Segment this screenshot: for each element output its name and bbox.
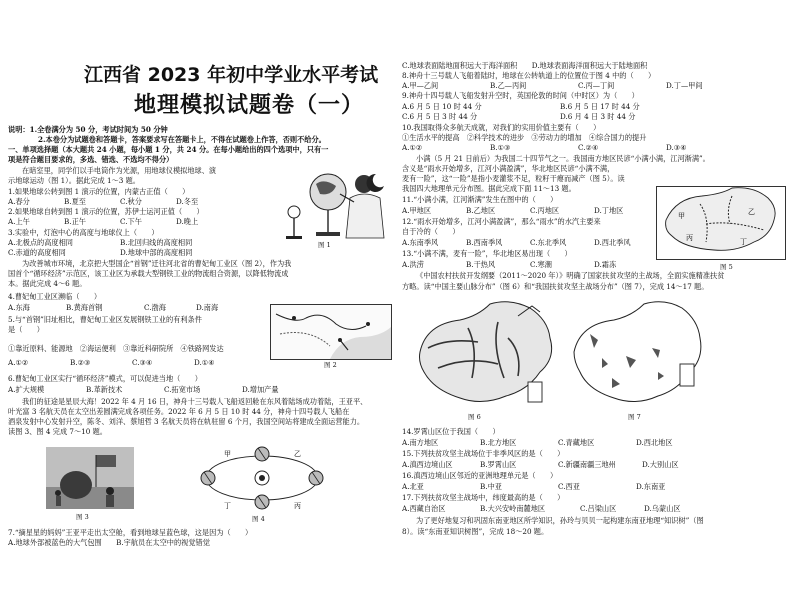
question-16-options: A.北亚 B.中亚 C.西亚 D.东南亚	[402, 482, 666, 491]
question-5-options: A.①② B.②③ C.③④ D.①④	[8, 358, 215, 367]
passage-1-cont: 示地球运动（图 1）。据此完成 1～3 题。	[8, 176, 140, 185]
question-7: 7.“摘星星的妈妈”王亚平走出太空舱，看到地球呈蓝色球，这是因为（ ）	[8, 528, 253, 537]
svg-text:丙: 丙	[686, 234, 693, 242]
question-3-option-c: C.赤道的高度相同	[8, 248, 66, 257]
exam-subtitle: 地理模拟试题卷（一）	[134, 93, 365, 118]
question-9: 9.神舟十四号载人飞船发射升空时，英国伦敦的时间（中时区）为（ ）	[402, 91, 639, 100]
figure-4-orbit	[198, 442, 326, 512]
svg-text:乙: 乙	[294, 450, 301, 458]
question-2: 2.如果地球自转到图 1 演示的位置，苏伊士运河正值（ ）	[8, 207, 204, 216]
passage-2-end: 本。据此完成 4～6 题。	[8, 279, 87, 288]
question-3-option-b: B.北回归线的高度相同	[120, 238, 193, 247]
question-7-options-ab: A.地球外部被蓝色的大气包围 B.宇航员在太空中的视觉错觉	[8, 538, 210, 547]
passage-3-end: 读图 3、图 4 完成 7～10 题。	[8, 427, 107, 436]
question-15: 15.下列扶贫攻坚主战场位于非季风区的是（ ）	[402, 449, 565, 458]
question-9-option-d: D.6 月 4 日 3 时 44 分	[560, 112, 636, 121]
passage-3-cont: 叶光富 3 名航天员在太空出差圆满完成各项任务。2022 年 6 月 5 日 10 时 44 分，神舟十四号载人飞船在	[8, 407, 350, 416]
svg-text:甲: 甲	[678, 212, 685, 220]
figure-7-map	[562, 298, 702, 410]
question-9-option-b: B.6 月 5 日 17 时 44 分	[560, 102, 640, 111]
figure-6-map	[408, 298, 558, 410]
question-16: 16.滇西边境山区邻近的亚洲地理单元是（ ）	[402, 471, 558, 480]
figure-2-map	[270, 304, 392, 360]
passage-5: 《中国农村扶贫开发纲要（2011～2020 年）》明确了国家扶贫攻坚的主战场，全面实施精准扶贫	[416, 271, 725, 280]
question-7-options-cd: C.地球表面陆地面积远大于海洋面积 D.地球表面海洋面积远大于陆地面积	[402, 61, 648, 70]
passage-3: 我们的征途是星辰大海！2022 年 4 月 16 日，神舟十三号载人飞船返回舱在东风着陆场成功着陆，王亚平、	[22, 397, 368, 406]
passage-3-cont2: 酒泉发射中心发射升空，陈冬、刘洋、蔡旭哲 3 名航天员将在轨驻留 6 个月，我国空间站将建成全面运营能力。	[8, 417, 365, 426]
exam-title: 江西省 2023 年初中学业水平考试	[84, 64, 379, 86]
svg-text:丁: 丁	[224, 502, 231, 510]
question-10-items: ①生活水平的提高 ②科学技术的进步 ③劳动力的增加 ④综合国力的提升	[402, 133, 647, 142]
question-8: 8.神舟十三号载人飞船着陆时，地球在公转轨道上的位置位于图 4 中的（ ）	[402, 71, 656, 80]
question-5-conditions: ①靠近原料、能源地 ②海运便利 ③靠近科研院所 ④铁路网发达	[8, 344, 224, 353]
question-15-options: A.滇西边境山区 B.罗霄山区 C.新疆南疆三地州 D.大别山区	[402, 460, 679, 469]
figure-5-caption: 图 5	[720, 263, 733, 271]
passage-4-end: 我国四大地理单元分布图。据此完成下面 11～13 题。	[402, 184, 576, 193]
passage-6-cont: 8）。读“东南亚知识树图”，完成 18～20 题。	[402, 527, 549, 536]
section-1-heading: 一、单项选择题（本大题共 24 小题，每小题 1 分，共 24 分。在每小题给出的四个选项中，只有一	[8, 145, 329, 154]
question-3: 3.实验中，灯泡中心的高度与地球仪上（ ）	[8, 228, 159, 237]
question-2-options: A.上午 B.正午 C.下午 D.晚上	[8, 217, 199, 226]
svg-text:丙: 丙	[294, 502, 301, 510]
question-1-options: A.春分 B.夏至 C.秋分 D.冬至	[8, 197, 199, 206]
question-1: 1.如果地球公转到图 1 演示的位置，内蒙古正值（ ）	[8, 187, 190, 196]
question-17-options: A.西藏自治区 B.大兴安岭南麓地区 C.吕梁山区 D.乌蒙山区	[402, 504, 681, 513]
question-12: 12.“雨水开始增多，江河小满盈满”，那么“雨水”的水汽主要来	[402, 217, 601, 226]
question-4: 4.曹妃甸工业区濒临（ ）	[8, 292, 102, 301]
question-9-option-a: A.6 月 5 日 10 时 44 分	[402, 102, 482, 111]
question-10-options: A.①② B.①③ C.②④ D.③④	[402, 143, 687, 152]
question-11: 11.“小满小满，江河渐满”发生在图中的（ ）	[402, 195, 558, 204]
question-9-option-c: C.6 月 5 日 3 时 44 分	[402, 112, 478, 121]
figure-3-caption: 图 3	[76, 513, 89, 521]
figure-2-caption: 图 2	[324, 361, 337, 369]
question-11-options: A.甲地区 B.乙地区 C.丙地区 D.丁地区	[402, 206, 624, 215]
question-5: 5.与“首钢”旧址相比，曹妃甸工业区发展钢铁工业的有利条件	[8, 315, 202, 324]
figure-4-caption: 图 4	[252, 515, 265, 523]
question-17: 17.下列扶贫攻坚主战场中，纬度最高的是（ ）	[402, 493, 565, 502]
passage-6: 为了更好地复习和巩固东南亚地区所学知识，孙玲与贝贝一起构建东南亚地理“知识树”（图	[416, 516, 704, 525]
question-14-options: A.南方地区 B.北方地区 C.青藏地区 D.西北地区	[402, 438, 673, 447]
note-1: 说明：1.全卷满分为 50 分，考试时间为 50 分钟	[8, 125, 168, 134]
passage-2-cont: 国首个“循环经济”示范区，该工业区为承载大型钢铁工业的物流组合资源，以降低物流成	[8, 269, 289, 278]
svg-text:乙: 乙	[748, 208, 755, 216]
question-13-options: A.洪涝 B.干热风 C.寒潮 D.霜冻	[402, 260, 617, 269]
question-4-options: A.东海 B.黄海首钢 C.渤海 D.南海	[8, 303, 219, 312]
figure-5-map	[656, 186, 786, 260]
figure-3-photo	[46, 447, 134, 509]
svg-text:甲: 甲	[224, 450, 231, 458]
question-12-options: A.东南季风 B.西南季风 C.东北季风 D.西北季风	[402, 238, 631, 247]
svg-text:丁: 丁	[740, 238, 747, 246]
question-12-cont: 自于冷的（ ）	[402, 227, 460, 236]
figure-7-caption: 图 7	[628, 413, 641, 421]
figure-6-caption: 图 6	[468, 413, 481, 421]
question-3-option-d: D.地球中部的高度相同	[120, 248, 193, 257]
question-13: 13.“小满不满，麦有一险”，华北地区易出现（ ）	[402, 249, 572, 258]
note-2: 2.本卷分为试题卷和答题卡，答案要求写在答题卡上，不得在试题卷上作答，否则不给分。	[38, 135, 326, 144]
passage-4: 小满（5 月 21 日前后）为我国二十四节气之一。我国南方地区民谚“小满小满，江河渐满”。	[416, 154, 710, 163]
passage-4-cont2: 麦有一险”，这“一险”是指小麦灌浆不足，粒籽干瘪而减产（图 5）。读	[402, 174, 625, 183]
question-5-cont: 是（ ）	[8, 325, 44, 334]
passage-5-cont: 方略。读“中国主要山脉分布”（图 6）和“我国扶贫攻坚主战场分布”（图 7），完成 14～17 题。	[402, 282, 709, 291]
passage-2: 为改善城市环境，北京把大型国企“首钢”迁往河北省的曹妃甸工业区（图 2），作为我	[22, 259, 292, 268]
question-3-option-a: A.北极点的高度相同	[8, 238, 73, 247]
figure-1-caption: 图 1	[318, 241, 331, 249]
question-8-options: A.甲—乙间 B.乙—丙间 C.丙—丁间 D.丁—甲间	[402, 81, 703, 90]
question-6-options: A.扩大规模 B.革新技术 C.拓宽市场 D.增加产量	[8, 385, 279, 394]
question-14: 14.罗霄山区位于我国（ ）	[402, 427, 500, 436]
figure-1-illustration	[276, 162, 392, 242]
section-1-heading-cont: 项是符合题目要求的，多选、错选、不选均不得分）	[8, 155, 174, 164]
question-6: 6.曹妃甸工业区实行“循环经济”模式，可以促进当地（ ）	[8, 374, 202, 383]
question-10: 10.我国取得众多航天成就，对我们的实用价值主要有（ ）	[402, 123, 601, 132]
passage-4-cont: 含义是“雨水开始增多，江河小满盈满”，华北地区民谚“小满不满，	[402, 164, 615, 173]
passage-1: 在暗室里，同学们以手电筒作为光源，用地球仪模拟地球、演	[22, 166, 217, 175]
